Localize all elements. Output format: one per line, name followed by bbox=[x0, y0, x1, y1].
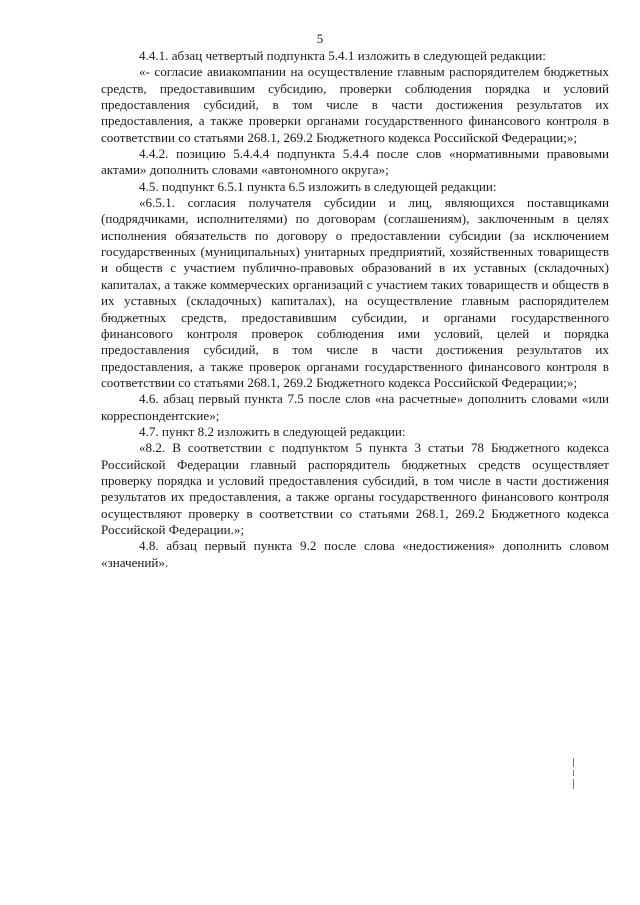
paragraph-4-4-1: 4.4.1. абзац четвертый подпункта 5.4.1 изложить в следующей редакции: bbox=[139, 48, 546, 63]
paragraph-4-4-1-text: «- согласие авиакомпании на осуществление главным распорядителем бюджетных средств, предоставившим субсидию, проверки соблюдения порядка и условий предоставления субсидий, в том числе в части достижения результатов их предоставления, а также проверки органами государственного финансового контроля в соответствии со статьями 268.1, 269.2 Бюджетного кодекса Российской Федерации;»; bbox=[101, 64, 609, 145]
paragraph-4-7: 4.7. пункт 8.2 изложить в следующей редакции: bbox=[139, 423, 406, 439]
paragraph-8-2-text: «8.2. В соответствии с подпунктом 5 пункта 3 статьи 78 Бюджетного кодекса Российской Федерации главный распорядитель бюджетных средств осуществляет проверку порядка и условий предоставления субсидий, в том числе в части достижения результатов их предоставления, а также органы государственного финансового контроля осуществляют проверку в соответствии со статьями 268.1, 269.2 Бюджетного кодекса Российской Федерации.»; bbox=[101, 440, 609, 537]
document-body bbox=[101, 48, 609, 571]
paragraph-4-4-2: 4.4.2. позицию 5.4.4.4 подпункта 5.4.4 после слов «нормативными правовыми актами» дополнить словами «автономного округа»; bbox=[101, 146, 609, 178]
scan-mark bbox=[573, 758, 574, 798]
page-number: 5 bbox=[316, 31, 324, 46]
paragraph-4-8: 4.8. абзац первый пункта 9.2 после слова «недостижения» дополнить словом «значений». bbox=[101, 538, 609, 570]
paragraph-4-5: 4.5. подпункт 6.5.1 пункта 6.5 изложить в следующей редакции: bbox=[139, 178, 497, 194]
paragraph-4-6: 4.6. абзац первый пункта 7.5 после слов «на расчетные» дополнить словами «или корреспондентские»; bbox=[101, 391, 609, 423]
paragraph-6-5-1-text: «6.5.1. согласия получателя субсидии и лиц, являющихся поставщиками (подрядчиками, исполнителями) по договорам (соглашениям), заключенным в целях исполнения обязательств по договору о предоставлении субсидии (за исключением государственных (муниципальных) унитарных предприятий, хозяйственных товариществ и обществ с участием публично-правовых образований в их уставных (складочных) капиталах, а также коммерческих организаций с участием таких товариществ и обществ в их уставных (складочных) капиталах), на осуществление главным распорядителем бюджетных средств, предоставившим субсидии, и органами государственного финансового контроля проверок соблюдения ими условий, целей и порядка предоставления субсидий, в том числе в части достижения результатов их предоставления, а также проверок органами государственного финансового контроля в соответствии со статьями 268.1, 269.2 Бюджетного кодекса Российской Федерации;»; bbox=[101, 195, 609, 390]
